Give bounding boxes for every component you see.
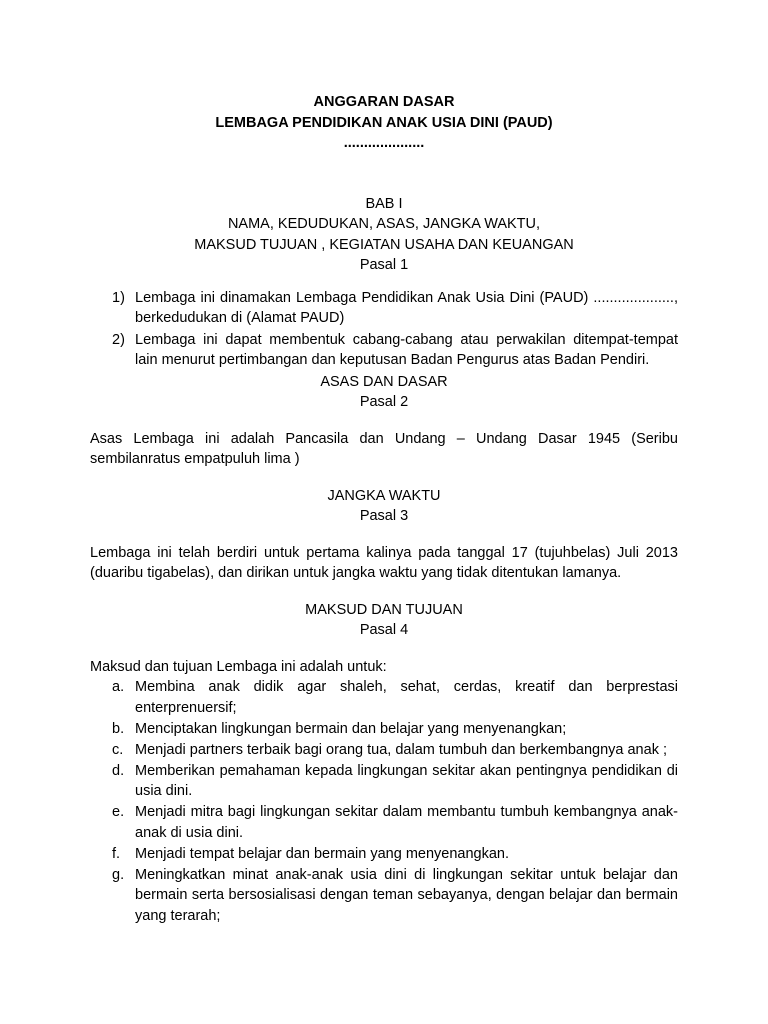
list-marker: d. [112,762,125,779]
pasal-3-heading: JANGKA WAKTU [327,487,441,504]
list-marker: e. [112,804,125,820]
pasal-4-heading: MAKSUD DAN TUJUAN [305,601,463,618]
title-line-2: LEMBAGA PENDIDIKAN ANAK USIA DINI (PAUD) [215,114,553,131]
title-line-1: ANGGARAN DASAR [313,94,455,110]
pasal-1-label: Pasal 1 [359,257,409,273]
pasal-3-label: Pasal 3 [359,508,409,524]
list-marker: 2) [112,331,125,348]
list-item-text: Menjadi tempat belajar dan bermain yang menyenangkan. [135,845,510,862]
list-marker: b. [112,720,125,737]
list-marker: g. [112,866,125,883]
pasal-3-heading-block [90,486,678,527]
list-item-text: Lembaga ini dapat membentuk cabang-cabang atau perwakilan ditempat-tempat lain menurut pertimbangan dan keputusan Badan Pengurus atas Badan Pendiri. [135,331,678,368]
list-item [90,844,678,865]
pasal-4-intro: Maksud dan tujuan Lembaga ini adalah untuk: [90,658,387,675]
list-marker: c. [112,741,124,758]
title-line-3: .................... [343,135,425,151]
bab-subtitle-2: MAKSUD TUJUAN , KEGIATAN USAHA DAN KEUANGAN [194,236,574,253]
list-marker: f. [112,845,121,862]
pasal-2-heading-block [90,372,678,413]
list-item-text: Menjadi partners terbaik bagi orang tua, dalam tumbuh dan berkembangnya anak ; [135,741,667,758]
bab-subtitle-1: NAMA, KEDUDUKAN, ASAS, JANGKA WAKTU, [227,216,541,232]
list-item-text: Meningkatkan minat anak-anak usia dini di lingkungan sekitar untuk belajar dan bermain serta bersosialisasi dengan teman sebayanya, dengan belajar dan bermain yang terarah; [135,866,678,924]
list-item-text: Memberikan pemahaman kepada lingkungan sekitar akan pentingnya pendidikan di usia dini. [135,762,678,799]
pasal-4-list [90,677,678,926]
list-item-text: Lembaga ini dinamakan Lembaga Pendidikan Anak Usia Dini (PAUD) ...................., berkedudukan di (Alamat PAUD) [135,289,678,326]
list-item [90,740,678,761]
pasal-2-heading: ASAS DAN DASAR [320,373,448,390]
list-item [90,330,678,371]
pasal-4-heading-block [90,600,678,641]
list-item [90,865,678,927]
pasal-3-text: Lembaga ini telah berdiri untuk pertama kalinya pada tanggal 17 (tujuhbelas) Juli 2013 (duaribu tigabelas), dan dirikan untuk jangka waktu yang tidak ditentukan lamanya. [90,544,678,581]
pasal-2-label: Pasal 2 [359,394,409,410]
list-marker: a. [112,679,125,695]
document-title [90,92,678,154]
list-item [90,677,678,718]
pasal-4-label: Pasal 4 [359,622,409,638]
list-item-text: Menjadi mitra bagi lingkungan sekitar dalam membantu tumbuh kembangnya anak-anak di usia dini. [135,804,678,841]
list-item [90,288,678,329]
list-marker: 1) [112,289,125,306]
list-item-text: Membina anak didik agar shaleh, sehat, cerdas, kreatif dan berprestasi enterprenuersif; [135,679,678,716]
list-item [90,761,678,802]
pasal-1-list [90,288,678,371]
document-page [90,92,678,927]
list-item [90,719,678,740]
bab-heading-block [90,194,678,276]
list-item-text: Menciptakan lingkungan bermain dan belajar yang menyenangkan; [135,720,567,737]
bab-heading: BAB I [365,195,403,212]
pasal-2-text: Asas Lembaga ini adalah Pancasila dan Undang – Undang Dasar 1945 (Seribu sembilanratus empatpuluh lima ) [90,430,678,467]
list-item [90,802,678,843]
